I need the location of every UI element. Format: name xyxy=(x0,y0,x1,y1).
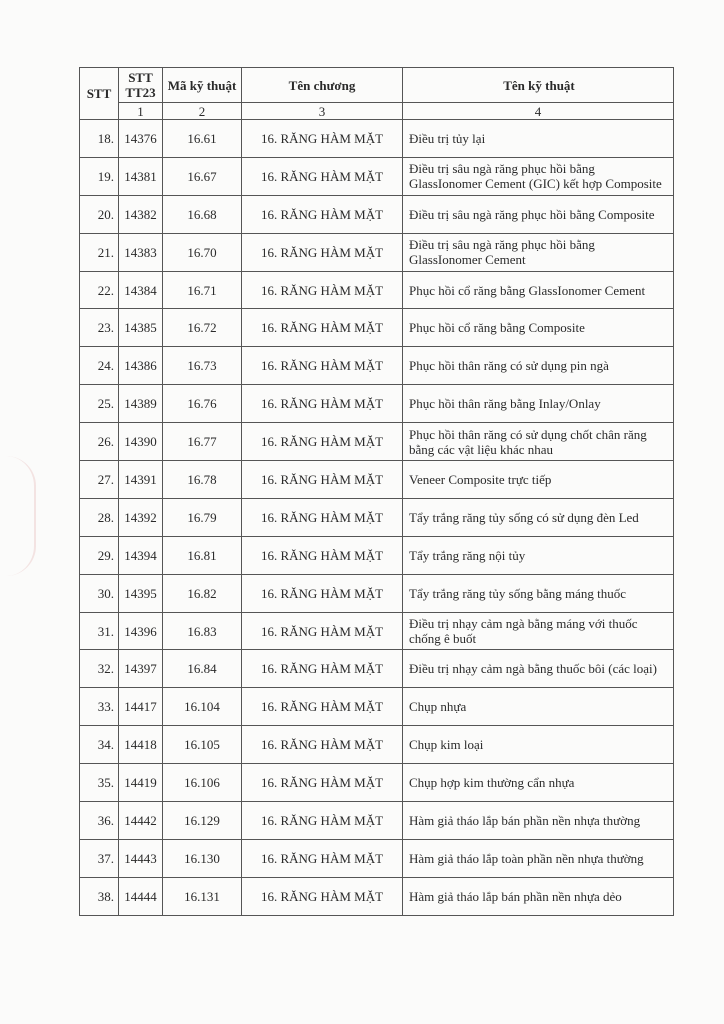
row-ten-ky-thuat: Điều trị nhạy cảm ngà bằng thuốc bôi (các loại) xyxy=(403,650,674,688)
row-ten-ky-thuat: Điều trị sâu ngà răng phục hồi bằng Composite xyxy=(403,195,674,233)
row-ten-chuong: 16. RĂNG HÀM MẶT xyxy=(242,839,403,877)
row-ma-ky-thuat: 16.106 xyxy=(163,764,242,802)
row-stt: 34. xyxy=(80,726,119,764)
row-ma-ky-thuat: 16.73 xyxy=(163,347,242,385)
row-stt-tt23: 14418 xyxy=(119,726,163,764)
row-ma-ky-thuat: 16.104 xyxy=(163,688,242,726)
row-ten-chuong: 16. RĂNG HÀM MẶT xyxy=(242,650,403,688)
table-row xyxy=(80,195,674,233)
column-number: 4 xyxy=(403,103,674,120)
row-ten-ky-thuat: Veneer Composite trực tiếp xyxy=(403,461,674,499)
row-stt-tt23: 14419 xyxy=(119,764,163,802)
header-stt-tt23: STT TT23 xyxy=(119,68,163,103)
row-ten-chuong: 16. RĂNG HÀM MẶT xyxy=(242,347,403,385)
row-ten-chuong: 16. RĂNG HÀM MẶT xyxy=(242,385,403,423)
row-ten-ky-thuat: Phục hồi thân răng bằng Inlay/Onlay xyxy=(403,385,674,423)
row-ten-ky-thuat: Điều trị nhạy cảm ngà bằng máng với thuốc chống ê buốt xyxy=(403,612,674,650)
row-ma-ky-thuat: 16.82 xyxy=(163,574,242,612)
table-row xyxy=(80,347,674,385)
row-ten-ky-thuat: Phục hồi thân răng có sử dụng pin ngà xyxy=(403,347,674,385)
header-ten-chuong: Tên chương xyxy=(242,68,403,103)
column-number-row xyxy=(80,103,674,120)
row-ma-ky-thuat: 16.79 xyxy=(163,498,242,536)
row-stt: 38. xyxy=(80,877,119,915)
row-ma-ky-thuat: 16.130 xyxy=(163,839,242,877)
row-ma-ky-thuat: 16.71 xyxy=(163,271,242,309)
row-stt: 33. xyxy=(80,688,119,726)
row-stt: 23. xyxy=(80,309,119,347)
row-stt: 37. xyxy=(80,839,119,877)
row-ten-chuong: 16. RĂNG HÀM MẶT xyxy=(242,536,403,574)
row-ten-chuong: 16. RĂNG HÀM MẶT xyxy=(242,877,403,915)
table-row xyxy=(80,536,674,574)
row-stt: 36. xyxy=(80,802,119,840)
table-row xyxy=(80,157,674,195)
row-stt: 20. xyxy=(80,195,119,233)
row-ten-chuong: 16. RĂNG HÀM MẶT xyxy=(242,726,403,764)
row-ten-chuong: 16. RĂNG HÀM MẶT xyxy=(242,612,403,650)
row-stt: 31. xyxy=(80,612,119,650)
header-row xyxy=(80,68,674,103)
row-ten-ky-thuat: Điều trị sâu ngà răng phục hồi bằng GlassIonomer Cement (GIC) kết hợp Composite xyxy=(403,157,674,195)
row-ten-chuong: 16. RĂNG HÀM MẶT xyxy=(242,309,403,347)
row-stt-tt23: 14384 xyxy=(119,271,163,309)
row-ma-ky-thuat: 16.61 xyxy=(163,120,242,158)
table-row xyxy=(80,461,674,499)
table-row xyxy=(80,498,674,536)
row-stt-tt23: 14396 xyxy=(119,612,163,650)
table-row xyxy=(80,385,674,423)
row-stt: 21. xyxy=(80,233,119,271)
row-stt-tt23: 14394 xyxy=(119,536,163,574)
row-stt: 29. xyxy=(80,536,119,574)
table-row xyxy=(80,802,674,840)
row-ten-chuong: 16. RĂNG HÀM MẶT xyxy=(242,802,403,840)
row-ten-ky-thuat: Hàm giả tháo lắp bán phần nền nhựa dẻo xyxy=(403,877,674,915)
row-ten-ky-thuat: Tẩy trắng răng tủy sống có sử dụng đèn Led xyxy=(403,498,674,536)
row-stt-tt23: 14442 xyxy=(119,802,163,840)
row-ten-ky-thuat: Phục hồi cổ răng bằng Composite xyxy=(403,309,674,347)
row-ten-ky-thuat: Tẩy trắng răng tủy sống bằng máng thuốc xyxy=(403,574,674,612)
row-ma-ky-thuat: 16.105 xyxy=(163,726,242,764)
table-row xyxy=(80,423,674,461)
row-ten-ky-thuat: Hàm giả tháo lắp toàn phần nền nhựa thường xyxy=(403,839,674,877)
row-stt-tt23: 14386 xyxy=(119,347,163,385)
row-ten-chuong: 16. RĂNG HÀM MẶT xyxy=(242,461,403,499)
row-stt-tt23: 14417 xyxy=(119,688,163,726)
row-ten-ky-thuat: Chụp nhựa xyxy=(403,688,674,726)
row-ten-ky-thuat: Chụp hợp kim thường cẩn nhựa xyxy=(403,764,674,802)
table-row xyxy=(80,612,674,650)
row-ten-ky-thuat: Điều trị sâu ngà răng phục hồi bằng GlassIonomer Cement xyxy=(403,233,674,271)
header-ma-ky-thuat: Mã kỹ thuật xyxy=(163,68,242,103)
row-stt-tt23: 14444 xyxy=(119,877,163,915)
row-ten-chuong: 16. RĂNG HÀM MẶT xyxy=(242,195,403,233)
row-ma-ky-thuat: 16.77 xyxy=(163,423,242,461)
row-stt: 32. xyxy=(80,650,119,688)
column-number: 2 xyxy=(163,103,242,120)
row-ma-ky-thuat: 16.83 xyxy=(163,612,242,650)
row-stt: 30. xyxy=(80,574,119,612)
row-stt: 18. xyxy=(80,120,119,158)
table-row xyxy=(80,688,674,726)
row-ma-ky-thuat: 16.76 xyxy=(163,385,242,423)
row-stt: 25. xyxy=(80,385,119,423)
header-stt: STT xyxy=(80,68,119,120)
table-row xyxy=(80,271,674,309)
row-ten-chuong: 16. RĂNG HÀM MẶT xyxy=(242,764,403,802)
stamp-mark xyxy=(0,456,36,576)
row-ten-chuong: 16. RĂNG HÀM MẶT xyxy=(242,120,403,158)
row-ten-ky-thuat: Phục hồi cổ răng bằng GlassIonomer Cement xyxy=(403,271,674,309)
row-ten-ky-thuat: Tẩy trắng răng nội tủy xyxy=(403,536,674,574)
row-stt: 28. xyxy=(80,498,119,536)
row-stt: 24. xyxy=(80,347,119,385)
row-ten-chuong: 16. RĂNG HÀM MẶT xyxy=(242,423,403,461)
row-ma-ky-thuat: 16.131 xyxy=(163,877,242,915)
row-stt-tt23: 14397 xyxy=(119,650,163,688)
row-stt: 27. xyxy=(80,461,119,499)
row-ten-chuong: 16. RĂNG HÀM MẶT xyxy=(242,688,403,726)
table-row xyxy=(80,120,674,158)
row-ten-ky-thuat: Chụp kim loại xyxy=(403,726,674,764)
row-ma-ky-thuat: 16.68 xyxy=(163,195,242,233)
row-stt: 35. xyxy=(80,764,119,802)
row-ten-ky-thuat: Điều trị tủy lại xyxy=(403,120,674,158)
table-row xyxy=(80,877,674,915)
row-stt-tt23: 14391 xyxy=(119,461,163,499)
row-stt-tt23: 14382 xyxy=(119,195,163,233)
row-ma-ky-thuat: 16.129 xyxy=(163,802,242,840)
table-row xyxy=(80,726,674,764)
row-stt-tt23: 14443 xyxy=(119,839,163,877)
row-ten-chuong: 16. RĂNG HÀM MẶT xyxy=(242,498,403,536)
row-ten-chuong: 16. RĂNG HÀM MẶT xyxy=(242,574,403,612)
row-ma-ky-thuat: 16.72 xyxy=(163,309,242,347)
table-row xyxy=(80,650,674,688)
row-stt-tt23: 14389 xyxy=(119,385,163,423)
row-stt-tt23: 14385 xyxy=(119,309,163,347)
row-stt: 26. xyxy=(80,423,119,461)
row-ma-ky-thuat: 16.70 xyxy=(163,233,242,271)
table-row xyxy=(80,309,674,347)
row-ma-ky-thuat: 16.78 xyxy=(163,461,242,499)
row-ten-ky-thuat: Hàm giả tháo lắp bán phần nền nhựa thường xyxy=(403,802,674,840)
row-ten-ky-thuat: Phục hồi thân răng có sử dụng chốt chân răng bằng các vật liệu khác nhau xyxy=(403,423,674,461)
table-row xyxy=(80,764,674,802)
table-row xyxy=(80,574,674,612)
row-stt-tt23: 14390 xyxy=(119,423,163,461)
row-stt-tt23: 14383 xyxy=(119,233,163,271)
row-ma-ky-thuat: 16.67 xyxy=(163,157,242,195)
row-ten-chuong: 16. RĂNG HÀM MẶT xyxy=(242,233,403,271)
row-stt: 19. xyxy=(80,157,119,195)
row-stt-tt23: 14392 xyxy=(119,498,163,536)
header-ten-ky-thuat: Tên kỹ thuật xyxy=(403,68,674,103)
column-number: 3 xyxy=(242,103,403,120)
row-stt-tt23: 14376 xyxy=(119,120,163,158)
row-stt-tt23: 14381 xyxy=(119,157,163,195)
row-stt-tt23: 14395 xyxy=(119,574,163,612)
row-stt: 22. xyxy=(80,271,119,309)
row-ten-chuong: 16. RĂNG HÀM MẶT xyxy=(242,157,403,195)
procedure-table xyxy=(79,67,674,916)
column-number: 1 xyxy=(119,103,163,120)
table-row xyxy=(80,233,674,271)
table-row xyxy=(80,839,674,877)
row-ten-chuong: 16. RĂNG HÀM MẶT xyxy=(242,271,403,309)
row-ma-ky-thuat: 16.84 xyxy=(163,650,242,688)
row-ma-ky-thuat: 16.81 xyxy=(163,536,242,574)
